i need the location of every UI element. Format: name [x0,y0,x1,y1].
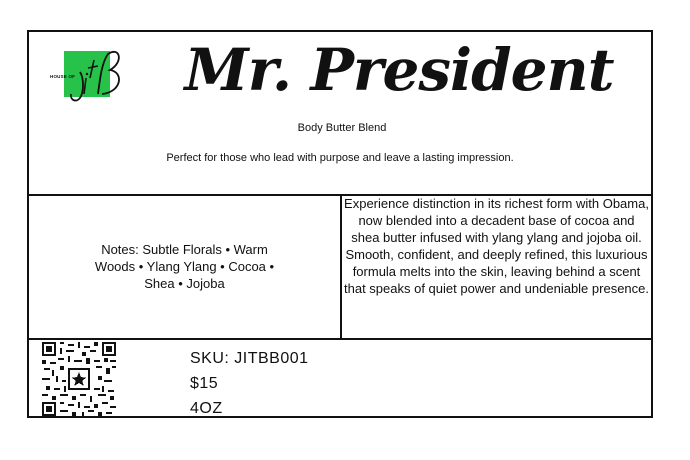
scent-notes: Notes: Subtle Florals • Warm Woods • Ylang Ylang • Cocoa • Shea • Jojoba [94,241,275,291]
sku-text: SKU: JITBB001 [190,350,309,367]
product-description: Experience distinction in its richest form with Obama, now blended into a decadent base of cocoa and shea butter infused with ylang ylang and jojoba oil. Smooth, confident, and deeply refined, this luxurious formula melts into the skin, leaving behind a scent that speaks of quiet power and undeniable presence. [344,196,649,296]
product-tagline: Perfect for those who lead with purpose and leave a lasting impression. [166,152,514,164]
label-middle [29,194,651,340]
price-text: $15 [190,375,219,392]
product-info [190,346,309,421]
label-header [29,32,651,196]
notes-cell [29,194,342,338]
size-text: 4OZ [190,400,223,417]
description-cell [342,195,651,337]
product-subtitle: Body Butter Blend [297,122,387,134]
product-title: Mr. President [184,36,614,104]
logo-house-of-text: HOUSE OF [50,74,76,79]
qr-code-icon[interactable] [42,342,116,416]
product-label [27,30,653,418]
label-footer [29,338,651,416]
